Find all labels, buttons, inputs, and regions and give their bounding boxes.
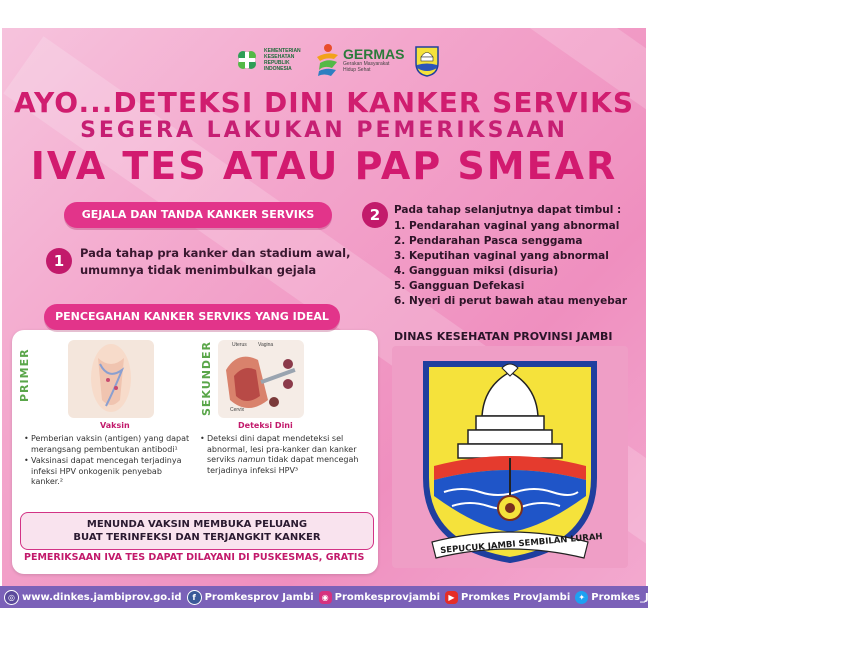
headline-line-1: AYO...DETEKSI DINI KANKER SERVIKS	[14, 86, 634, 119]
emblem-motto: SEPUCUK JAMBI SEMBILAN LURAH	[439, 531, 603, 557]
prevention-pill: PENCEGAHAN KANKER SERVIKS YANG IDEAL	[44, 304, 340, 330]
kemkes-text	[264, 48, 304, 72]
footer-youtube-label: Promkes ProvJambi	[461, 591, 571, 603]
globe-icon: ◎	[4, 590, 19, 605]
symptom-list	[394, 219, 627, 309]
headline-line-2: SEGERA LAKUKAN PEMERIKSAAN	[80, 118, 568, 143]
list-item: 4. Gangguan miksi (disuria)	[394, 265, 559, 277]
footer-instagram[interactable]	[319, 591, 440, 604]
footer-website-label: www.dinkes.jambiprov.go.id	[22, 591, 182, 603]
point-2-title: Pada tahap selanjutnya dapat timbul :	[394, 204, 622, 216]
footer-facebook-label: Promkesprov Jambi	[204, 591, 314, 603]
diagram-label: Uterus	[232, 342, 247, 348]
vaccine-warning-box	[20, 512, 374, 550]
footer-facebook[interactable]	[187, 590, 314, 605]
warning-line: BUAT TERINFEKSI DAN TERJANGKIT KANKER	[73, 532, 321, 543]
list-item: • Pemberian vaksin (antigen) yang dapat merangsang pembentukan antibodi¹	[24, 434, 194, 455]
vaccine-illustration	[68, 340, 154, 418]
point-1-number: 1	[46, 248, 72, 274]
youtube-icon: ▶	[445, 591, 458, 604]
dinas-title: DINAS KESEHATAN PROVINSI JAMBI	[394, 330, 613, 343]
facebook-icon: f	[187, 590, 202, 605]
list-item: • Vaksinasi dapat mencegah terjadinya infeksi HPV onkogenik penyebab kanker.²	[24, 456, 194, 488]
footer-twitter-label: Promkes_Jambi	[591, 591, 677, 603]
detection-italic: namun	[237, 455, 266, 464]
emblem-panel	[392, 346, 628, 568]
list-item: 2. Pendarahan Pasca senggama	[394, 235, 583, 247]
list-item: 5. Gangguan Defekasi	[394, 280, 525, 292]
warning-line: MENUNDA VAKSIN MEMBUKA PELUANG	[86, 519, 308, 530]
detection-illustration	[218, 340, 304, 418]
list-item: 1. Pendarahan vaginal yang abnormal	[394, 220, 620, 232]
poster	[2, 28, 646, 586]
detection-text: tidak dapat mencegah terjadinya infeksi HPV³	[207, 455, 359, 475]
symptoms-pill: GEJALA DAN TANDA KANKER SERVIKS	[64, 202, 332, 228]
instagram-icon: ◉	[319, 591, 332, 604]
list-item: 6. Nyeri di perut bawah atau menyebar	[394, 295, 627, 307]
diagram-label: Vagina	[258, 342, 274, 348]
footer-twitter[interactable]	[575, 591, 676, 604]
twitter-icon: ✦	[575, 591, 588, 604]
partner-logos	[234, 36, 440, 84]
detection-text: Deteksi dini dapat mendeteksi sel abnormal, lesi pra-kanker dan kanker serviks	[207, 434, 357, 464]
diagram-label: Cervix	[230, 407, 245, 413]
kemkes-line: KESEHATAN	[264, 54, 295, 60]
list-item: 3. Keputihan vaginal yang abnormal	[394, 250, 609, 262]
vaccine-caption: Vaksin	[100, 421, 130, 430]
germas-figure-icon	[314, 43, 340, 77]
point-2-number: 2	[362, 202, 388, 228]
iva-note: PEMERIKSAAN IVA TES DAPAT DILAYANI DI PUSKESMAS, GRATIS	[24, 552, 365, 563]
sekunder-label: SEKUNDER	[200, 340, 213, 416]
vaccine-bullets	[24, 434, 194, 489]
germas-text	[343, 47, 404, 73]
germas-logo	[314, 43, 404, 77]
point-1-text: Pada tahap pra kanker dan stadium awal, umumnya tidak menimbulkan gejala	[80, 246, 351, 277]
primer-label: PRIMER	[18, 348, 31, 402]
footer-website[interactable]	[4, 590, 182, 605]
list-item	[200, 434, 372, 476]
kemkes-icon	[234, 47, 260, 73]
footer-bar	[0, 586, 677, 608]
detection-caption: Deteksi Dini	[238, 421, 293, 430]
footer-instagram-label: Promkesprovjambi	[334, 591, 440, 603]
headline-line-3: IVA TES ATAU PAP SMEAR	[30, 144, 618, 188]
footer-youtube[interactable]	[445, 591, 570, 604]
vaccine-body-icon	[68, 340, 154, 418]
kemkes-logo	[234, 47, 304, 73]
kemkes-line: KEMENTERIAN	[264, 48, 301, 54]
kemkes-line: INDONESIA	[264, 66, 292, 72]
germas-word: GERMAS	[343, 46, 405, 62]
jambi-crest-small-icon	[414, 43, 440, 77]
detection-bullets	[200, 434, 372, 477]
kemkes-line: REPUBLIK	[264, 60, 290, 66]
germas-sub: Gerakan Masyarakat	[343, 61, 390, 67]
germas-sub: Hidup Sehat	[343, 67, 371, 73]
